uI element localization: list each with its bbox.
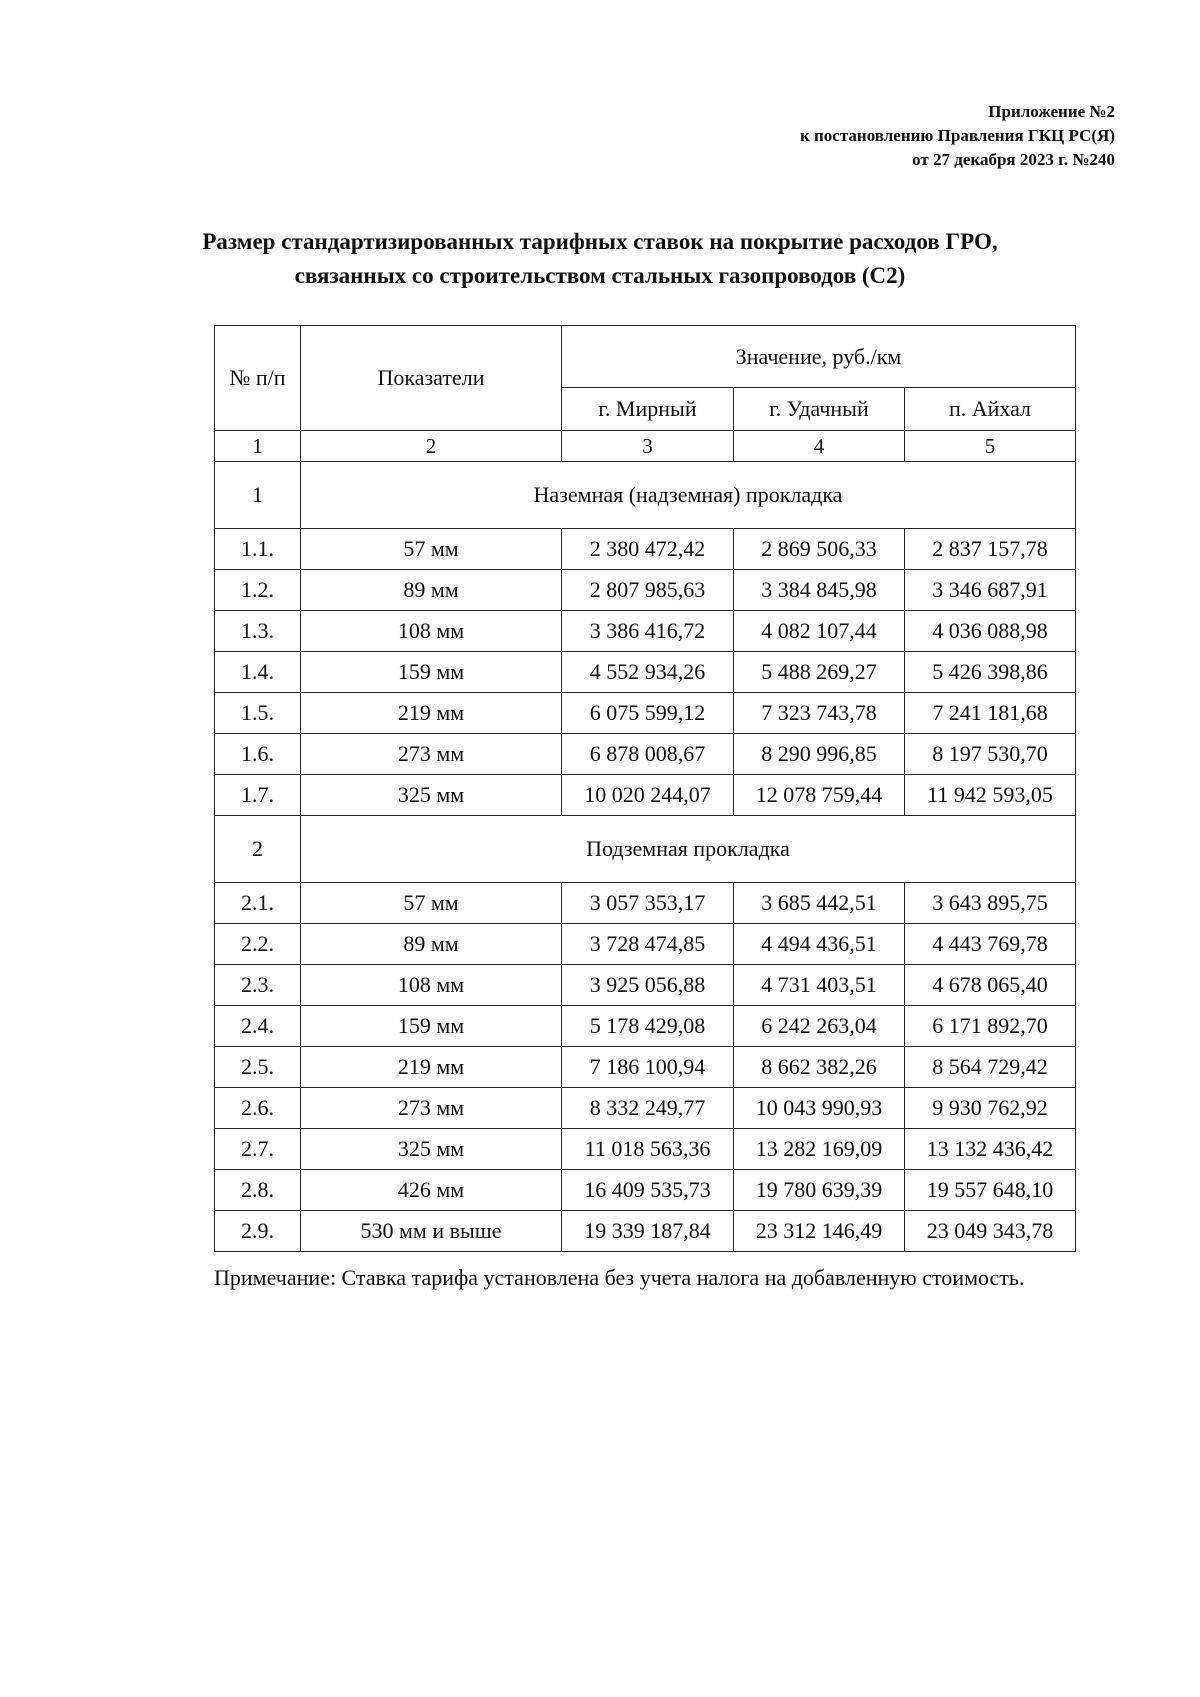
section-title: Наземная (надземная) прокладка — [301, 462, 1076, 529]
value-udachny: 8 290 996,85 — [734, 734, 905, 775]
row-indicator: 89 мм — [301, 924, 562, 965]
row-number: 1.4. — [215, 652, 301, 693]
value-udachny: 3 685 442,51 — [734, 883, 905, 924]
value-aikhal: 4 036 088,98 — [905, 611, 1076, 652]
value-aikhal: 19 557 648,10 — [905, 1170, 1076, 1211]
table-row — [215, 965, 1076, 1006]
value-aikhal: 23 049 343,78 — [905, 1211, 1076, 1252]
value-mirny: 3 386 416,72 — [562, 611, 734, 652]
row-indicator: 159 мм — [301, 1006, 562, 1047]
value-udachny: 4 494 436,51 — [734, 924, 905, 965]
footnote: Примечание: Ставка тарифа установлена без учета налога на добавленную стоимость. — [214, 1265, 1025, 1290]
value-aikhal: 2 837 157,78 — [905, 529, 1076, 570]
section-row — [215, 462, 1076, 529]
column-number: 3 — [562, 431, 734, 462]
value-mirny: 6 075 599,12 — [562, 693, 734, 734]
row-indicator: 325 мм — [301, 1129, 562, 1170]
table-row — [215, 693, 1076, 734]
value-udachny: 4 082 107,44 — [734, 611, 905, 652]
table-row — [215, 1170, 1076, 1211]
row-number: 2.6. — [215, 1088, 301, 1129]
value-udachny: 4 731 403,51 — [734, 965, 905, 1006]
value-udachny: 3 384 845,98 — [734, 570, 905, 611]
table-row — [215, 611, 1076, 652]
row-number: 2.7. — [215, 1129, 301, 1170]
value-udachny: 7 323 743,78 — [734, 693, 905, 734]
value-aikhal: 4 443 769,78 — [905, 924, 1076, 965]
value-mirny: 4 552 934,26 — [562, 652, 734, 693]
table-row — [215, 1047, 1076, 1088]
row-indicator: 219 мм — [301, 693, 562, 734]
column-number: 5 — [905, 431, 1076, 462]
value-aikhal: 9 930 762,92 — [905, 1088, 1076, 1129]
header-city-aikhal: п. Айхал — [905, 388, 1076, 431]
table-row — [215, 924, 1076, 965]
header-city-mirny: г. Мирный — [562, 388, 734, 431]
value-mirny: 16 409 535,73 — [562, 1170, 734, 1211]
value-udachny: 19 780 639,39 — [734, 1170, 905, 1211]
row-number: 2.5. — [215, 1047, 301, 1088]
table-row — [215, 529, 1076, 570]
table-row — [215, 570, 1076, 611]
appendix-label: Приложение №2 — [988, 102, 1115, 121]
row-indicator: 273 мм — [301, 1088, 562, 1129]
table-row — [215, 652, 1076, 693]
value-mirny: 11 018 563,36 — [562, 1129, 734, 1170]
value-aikhal: 6 171 892,70 — [905, 1006, 1076, 1047]
value-udachny: 2 869 506,33 — [734, 529, 905, 570]
table-row — [215, 1211, 1076, 1252]
row-number: 2.8. — [215, 1170, 301, 1211]
row-number: 1.2. — [215, 570, 301, 611]
row-indicator: 325 мм — [301, 775, 562, 816]
table-row — [215, 1006, 1076, 1047]
column-number: 1 — [215, 431, 301, 462]
section-title: Подземная прокладка — [301, 816, 1076, 883]
value-aikhal: 13 132 436,42 — [905, 1129, 1076, 1170]
row-indicator: 89 мм — [301, 570, 562, 611]
row-number: 2.2. — [215, 924, 301, 965]
value-mirny: 8 332 249,77 — [562, 1088, 734, 1129]
value-aikhal: 3 643 895,75 — [905, 883, 1076, 924]
row-number: 2.3. — [215, 965, 301, 1006]
row-indicator: 426 мм — [301, 1170, 562, 1211]
row-number: 2.9. — [215, 1211, 301, 1252]
row-number: 1.7. — [215, 775, 301, 816]
value-mirny: 10 020 244,07 — [562, 775, 734, 816]
header-value: Значение, руб./км — [562, 326, 1076, 388]
row-indicator: 57 мм — [301, 883, 562, 924]
value-udachny: 6 242 263,04 — [734, 1006, 905, 1047]
row-indicator: 108 мм — [301, 611, 562, 652]
section-number: 2 — [215, 816, 301, 883]
row-number: 1.3. — [215, 611, 301, 652]
row-number: 1.5. — [215, 693, 301, 734]
value-mirny: 3 057 353,17 — [562, 883, 734, 924]
value-mirny: 7 186 100,94 — [562, 1047, 734, 1088]
value-aikhal: 7 241 181,68 — [905, 693, 1076, 734]
table-row — [215, 1088, 1076, 1129]
row-indicator: 273 мм — [301, 734, 562, 775]
value-udachny: 13 282 169,09 — [734, 1129, 905, 1170]
value-aikhal: 11 942 593,05 — [905, 775, 1076, 816]
section-number: 1 — [215, 462, 301, 529]
value-mirny: 19 339 187,84 — [562, 1211, 734, 1252]
value-udachny: 10 043 990,93 — [734, 1088, 905, 1129]
value-aikhal: 8 197 530,70 — [905, 734, 1076, 775]
row-indicator: 530 мм и выше — [301, 1211, 562, 1252]
column-number: 2 — [301, 431, 562, 462]
resolution-date: от 27 декабря 2023 г. №240 — [912, 150, 1115, 169]
row-indicator: 108 мм — [301, 965, 562, 1006]
table-row — [215, 1129, 1076, 1170]
table-row — [215, 734, 1076, 775]
title-line-2: связанных со строительством стальных газопроводов (С2) — [294, 263, 906, 288]
value-aikhal: 8 564 729,42 — [905, 1047, 1076, 1088]
tariff-table — [214, 325, 1076, 1252]
table-row — [215, 883, 1076, 924]
row-indicator: 57 мм — [301, 529, 562, 570]
tariff-body — [215, 462, 1076, 1252]
value-mirny: 3 728 474,85 — [562, 924, 734, 965]
document-title — [0, 225, 1200, 293]
value-mirny: 2 807 985,63 — [562, 570, 734, 611]
header-city-udachny: г. Удачный — [734, 388, 905, 431]
document-header — [800, 100, 1115, 172]
value-udachny: 23 312 146,49 — [734, 1211, 905, 1252]
row-indicator: 219 мм — [301, 1047, 562, 1088]
value-udachny: 5 488 269,27 — [734, 652, 905, 693]
value-udachny: 12 078 759,44 — [734, 775, 905, 816]
row-number: 1.6. — [215, 734, 301, 775]
value-aikhal: 3 346 687,91 — [905, 570, 1076, 611]
value-mirny: 2 380 472,42 — [562, 529, 734, 570]
column-number: 4 — [734, 431, 905, 462]
row-number: 2.4. — [215, 1006, 301, 1047]
row-number: 2.1. — [215, 883, 301, 924]
title-line-1: Размер стандартизированных тарифных ставок на покрытие расходов ГРО, — [202, 229, 998, 254]
value-udachny: 8 662 382,26 — [734, 1047, 905, 1088]
value-mirny: 3 925 056,88 — [562, 965, 734, 1006]
row-number: 1.1. — [215, 529, 301, 570]
value-mirny: 6 878 008,67 — [562, 734, 734, 775]
section-row — [215, 816, 1076, 883]
table-row — [215, 775, 1076, 816]
value-mirny: 5 178 429,08 — [562, 1006, 734, 1047]
value-aikhal: 5 426 398,86 — [905, 652, 1076, 693]
row-indicator: 159 мм — [301, 652, 562, 693]
header-num: № п/п — [215, 326, 301, 431]
resolution-reference: к постановлению Правления ГКЦ РС(Я) — [799, 126, 1115, 145]
header-indicators: Показатели — [301, 326, 562, 431]
value-aikhal: 4 678 065,40 — [905, 965, 1076, 1006]
